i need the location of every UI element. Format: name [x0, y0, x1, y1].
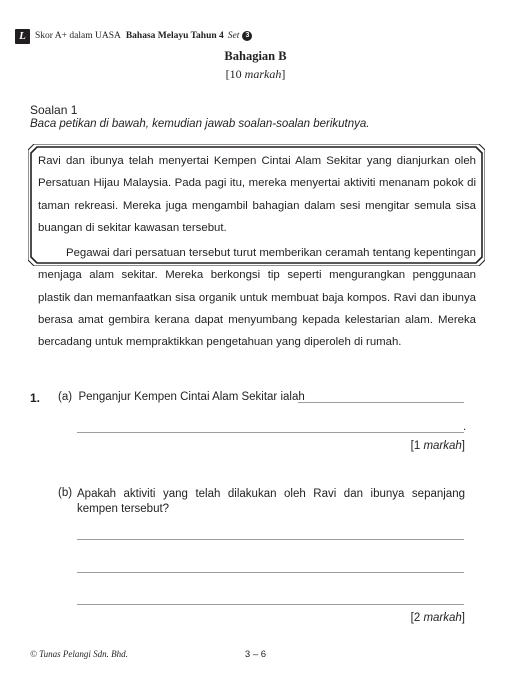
- passage-paragraph-2: Pegawai dari persatuan tersebut turut memberikan ceramah tentang kepentingan menjaga alam sekitar. Mereka berkongsi tip seperti mengurangkan penggunaan plastik dan memanfaatkan sisa organik untuk membuat baja kompos. Ravi dan ibunya berasa amat gembira kerana dapat menyumbang kepada kelestarian alam. Mereka bercadang untuk mempraktikkan pengetahuan yang diperoleh di rumah.: [38, 247, 476, 349]
- question-b-label: (b): [58, 487, 73, 499]
- section-marks: [10 markah]: [225, 67, 286, 81]
- passage-paragraph-1: Ravi dan ibunya telah menyertai Kempen Cintai Alam Sekitar yang dianjurkan oleh Persatuan Hijau Malaysia. Pada pagi itu, mereka menyertai aktiviti menanam pokok di taman rekreasi. Mereka juga mengambil bahagian dalam sesi mengitar semula sisa buangan di sekitar kawasan tersebut.: [38, 155, 476, 234]
- answer-line-a2[interactable]: [77, 432, 464, 433]
- question-a-label: (a): [58, 391, 73, 403]
- running-header: [15, 27, 252, 45]
- question-b-text: Apakah aktiviti yang telah dilakukan oleh Ravi dan ibunya sepanjang kempen tersebut?: [77, 488, 465, 515]
- copyright-footer: © Tunas Pelangi Sdn. Bhd.: [30, 649, 128, 659]
- question-number: 1.: [30, 391, 41, 405]
- question-a-marks: [1 markah]: [410, 440, 465, 452]
- answer-line-a-dot: .: [463, 421, 467, 433]
- answer-line-a1[interactable]: [298, 402, 464, 403]
- page-number: 3 – 6: [244, 649, 267, 660]
- subject-title: Bahasa Melayu Tahun 4: [125, 31, 224, 41]
- passage-text: [38, 150, 476, 354]
- question-a: [58, 391, 305, 403]
- book-title: Skor A+ dalam UASA: [35, 31, 121, 41]
- question-a-text: Penganjur Kempen Cintai Alam Sekitar ialah: [78, 391, 305, 403]
- question-heading: Soalan 1: [30, 103, 78, 117]
- publisher-logo: L: [15, 29, 30, 44]
- set-label: Set: [227, 31, 240, 41]
- instruction-text: Baca petikan di bawah, kemudian jawab soalan-soalan berikutnya.: [30, 118, 370, 130]
- answer-line-b1[interactable]: [77, 539, 464, 540]
- section-title: Bahagian B: [224, 49, 287, 63]
- passage-box: [28, 144, 485, 349]
- answer-line-b3[interactable]: [77, 604, 464, 605]
- question-b-marks: [2 markah]: [410, 612, 465, 624]
- answer-line-b2[interactable]: [77, 572, 464, 573]
- set-number-badge: 3: [242, 31, 252, 41]
